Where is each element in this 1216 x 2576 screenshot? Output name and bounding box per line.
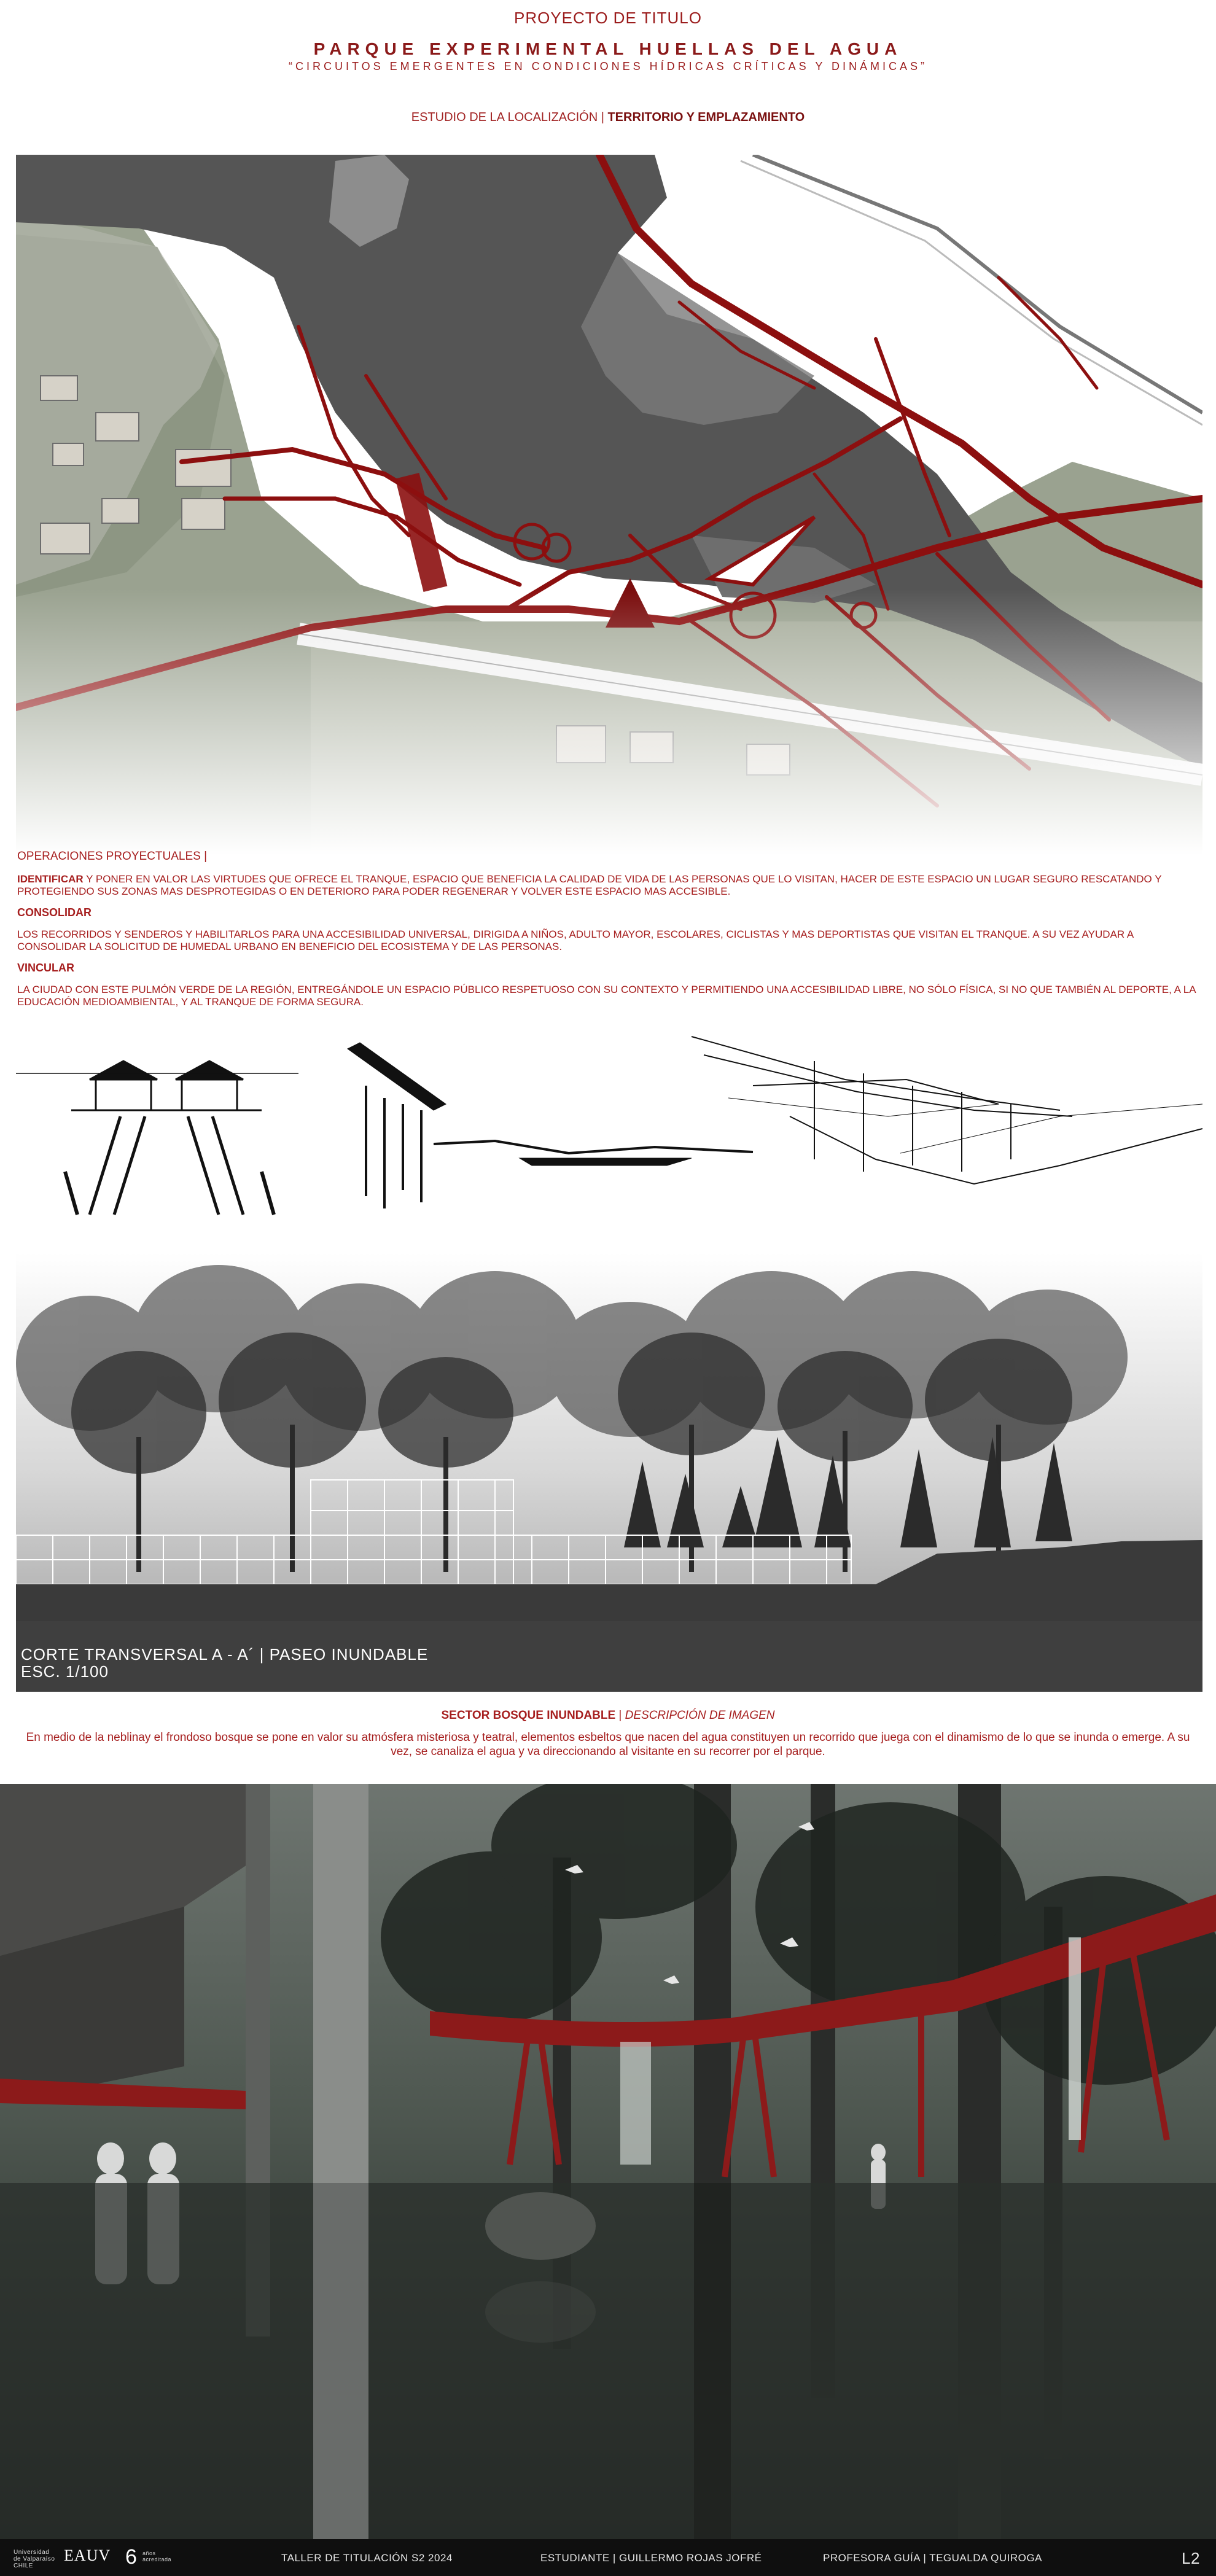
section-label [21,1646,428,1680]
professor-label: PROFESORA GUÍA | TEGUALDA QUIROGA [823,2552,1042,2564]
operations-identify [17,873,1199,898]
study-heading [0,111,1216,125]
cross-section [16,1253,1202,1692]
sketch-drawings [16,1012,1202,1245]
workshop-label: TALLER DE TITULACIÓN S2 2024 [281,2552,453,2564]
accreditation-logo: 6 [125,2545,138,2569]
link-heading: VINCULAR [17,962,74,974]
footer [0,2539,1216,2576]
university-logo: Universidad de Valparaíso CHILE [14,2549,55,2569]
description-separator: | [615,1709,625,1722]
section-drawing [16,1253,1202,1692]
project-label: PROYECTO DE TITULO [514,9,702,27]
page-subtitle: “CIRCUITOS EMERGENTES EN CONDICIONES HÍDRICAS CRÍTICAS Y DINÁMICAS” [288,60,928,72]
operations-title: OPERACIONES PROYECTUALES | [17,850,208,863]
section-scale: ESC. 1/100 [21,1662,109,1681]
accreditation-text: años acreditada [142,2550,172,2562]
link-text: LA CIUDAD CON ESTE PULMÓN VERDE DE LA REGIÓN, ENTREGÁNDOLE UN ESPACIO PÚBLICO RESPETUOSO CON SU CONTEXTO Y PERMITIENDO UNA ACCESIBILIDAD LIBRE, NO SÓLO FÍSICA, SI NO QUE TAMBIÉN AL DEPORTE, A LA EDUCACIÓN MEDIOAMBIENTAL, Y AL TRANQUE DE FORMA SEGURA. [17,984,1196,1008]
concept-sketches [16,1012,1202,1245]
section-title: CORTE TRANSVERSAL A - A´ | PASEO INUNDABLE [21,1645,429,1664]
render-image [0,1784,1216,2539]
description-heading [0,1709,1216,1722]
identify-word: IDENTIFICAR [17,873,84,885]
eauv-logo: EAUV [64,2547,111,2564]
site-plan-drawing [16,155,1202,855]
flooded-forest-render [0,1784,1216,2539]
description-subtitle: DESCRIPCIÓN DE IMAGEN [625,1709,775,1722]
page-title: PARQUE EXPERIMENTAL HUELLAS DEL AGUA [313,39,903,58]
description-sector: SECTOR BOSQUE INUNDABLE [441,1709,616,1722]
student-label: ESTUDIANTE | GUILLERMO ROJAS JOFRÉ [540,2552,762,2564]
sheet-number: L2 [1182,2549,1200,2567]
study-bold: TERRITORIO Y EMPLAZAMIENTO [607,111,805,124]
study-prefix: ESTUDIO DE LA LOCALIZACIÓN | [411,111,604,124]
consolidate-heading: CONSOLIDAR [17,906,92,919]
consolidate-text: LOS RECORRIDOS Y SENDEROS Y HABILITARLOS PARA UNA ACCESIBILIDAD UNIVERSAL, DIRIGIDA A NIÑOS, ADULTO MAYOR, ESCOLARES, CICLISTAS Y MAS DEPORTISTAS QUE VISITAN EL TRANQUE. A SU VEZ AYUDAR A CONSOLIDAR LA SOLICITUD DE HUMEDAL URBANO EN BENEFICIO DEL ECOSISTEMA Y DE LAS PERSONAS. [17,928,1134,952]
site-plan-map [16,155,1202,855]
description-body: En medio de la neblinay el frondoso bosque se pone en valor su atmósfera misteriosa y teatral, elementos esbeltos que nacen del agua constituyen un recorrido que juega con el dinamismo de lo que se inunda o emerge. A su vez, se canaliza el agua y va direccionando al visitante en su recorrer por el parque. [26,1731,1190,1758]
identify-text: Y PONER EN VALOR LAS VIRTUDES QUE OFRECE EL TRANQUE, ESPACIO QUE BENEFICIA LA CALIDAD DE VIDA DE LAS PERSONAS QUE LO VISITAN, HACER DE ESTE ESPACIO UN LUGAR SEGURO RESCATANDO Y PROTEGIENDO SUS ZONAS MAS DESPROTEGIDAS O EN DETERIORO PARA PODER REGENERAR Y VOLVER ESTE ESPACIO MAS ACCESIBLE. [17,873,1162,897]
